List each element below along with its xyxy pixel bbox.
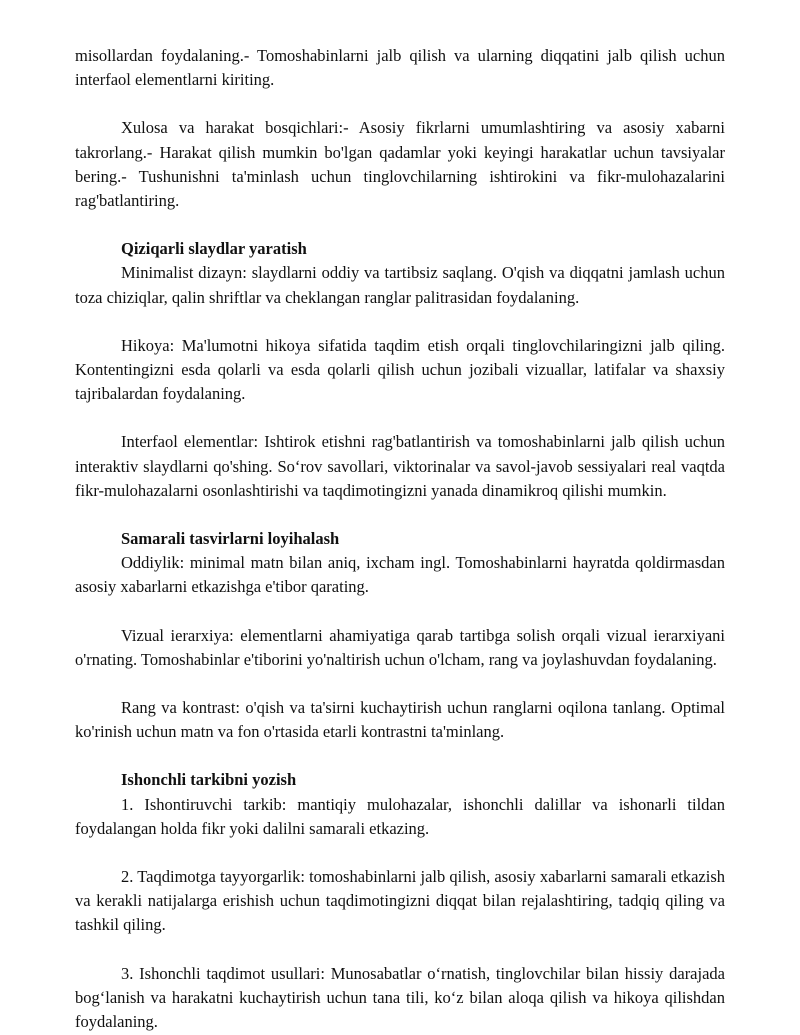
heading-engaging-slides: Qiziqarli slaydlar yaratish [121,239,307,259]
paragraph-color-contrast: Rang va kontrast: o'qish va ta'sirni kuchaytirish uchun ranglarni oqilona tanlang. Optimal ko'rinish uchun matn va fon o'rtasida etarli kontrastni ta'minlang. [75,698,725,742]
paragraph-visual-hierarchy: Vizual ierarxiya: elementlarni ahamiyatiga qarab tartibga solish orqali vizual ierarxiyani o'rnating. Tomoshabinlar e'tiborini yo'naltirish uchun o'lcham, rang va joylashuvdan foydalaning. [75,625,725,669]
paragraph-minimalist-design: Minimalist dizayn: slaydlarni oddiy va tartibsiz saqlang. O'qish va diqqatni jamlash uchun toza chiziqlar, qalin shriftlar va cheklangan ranglar palitrasidan foydalaning. [75,263,725,307]
paragraph-continued: misollardan foydalaning.- Tomoshabinlarni jalb qilish va ularning diqqatini jalb qilish uchun interfaol elementlarni kiriting. [75,46,725,90]
heading-effective-visuals: Samarali tasvirlarni loyihalash [121,529,340,549]
paragraph-persuasive-content: 1. Ishontiruvchi tarkib: mantiqiy mulohazalar, ishonchli dalillar va ishonarli tildan foydalangan holda fikr yoki dalilni samarali etkazing. [75,794,725,838]
heading-persuasive-content: Ishonchli tarkibni yozish [121,770,297,790]
paragraph-presentation-techniques: 3. Ishonchli taqdimot usullari: Munosabatlar o‘rnatish, tinglovchilar bilan hissiy darajada bog‘lanish va harakatni kuchaytirish uchun tana tili, ko‘z bilan aloqa qilish va hikoya qilishdan foydalaning. [75,963,725,1032]
paragraph-presentation-prep: 2. Taqdimotga tayyorgarlik: tomoshabinlarni jalb qilish, asosiy xabarlarni samarali etkazish va kerakli natijalarga erishish uchun taqdimotingizni diqqat bilan rejalashtiring, tadqiq qiling va tashkil qiling. [75,867,725,935]
paragraph-simplicity: Oddiylik: minimal matn bilan aniq, ixcham ingl. Tomoshabinlarni hayratda qoldirmasdan asosiy xabarlarni etkazishga e'tibor qarating. [75,553,725,597]
paragraph-summary-steps: Xulosa va harakat bosqichlari:- Asosiy fikrlarni umumlashtiring va asosiy xabarni takrorlang.- Harakat qilish mumkin bo'lgan qadamlar yoki keyingi harakatlar uchun tavsiyalar bering.- Tushunishni ta'minlash uchun tinglovchilarning ishtirokini va fikr-mulohazalarini rag'batlantiring. [75,118,725,211]
paragraph-storytelling: Hikoya: Ma'lumotni hikoya sifatida taqdim etish orqali tinglovchilaringizni jalb qiling. Kontentingizni esda qolarli va esda qolarli qilish uchun jozibali vizuallar, latifalar va shaxsiy tajribalardan foydalaning. [75,335,725,404]
paragraph-interactive-elements: Interfaol elementlar: Ishtirok etishni rag'batlantirish va tomoshabinlarni jalb qilish uchun interaktiv slaydlarni qo'shing. So‘rov savollari, viktorinalar va savol-javob sessiyalari real vaqtda fikr-mulohazalarni osonlashtirishi va taqdimotingizni yanada dinamikroq qilishi mumkin. [75,432,725,500]
document-page [75,44,725,1034]
